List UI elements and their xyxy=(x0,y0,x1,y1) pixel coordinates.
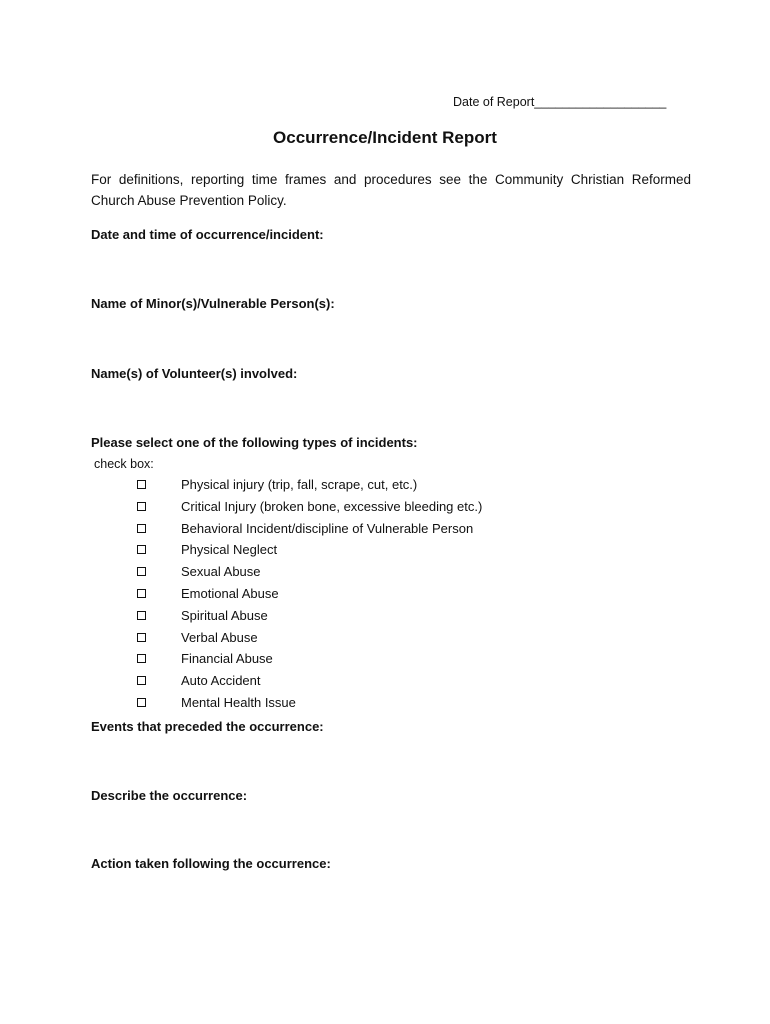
incident-option-critical-injury xyxy=(0,498,600,520)
incident-option-label: Emotional Abuse xyxy=(181,585,279,601)
incident-option-label: Verbal Abuse xyxy=(181,629,258,645)
checkbox[interactable] xyxy=(137,480,146,489)
incident-option-label: Sexual Abuse xyxy=(181,564,261,580)
minor-names-label: Name of Minor(s)/Vulnerable Person(s): xyxy=(91,296,335,311)
action-taken-label: Action taken following the occurrence: xyxy=(91,856,331,871)
date-time-label: Date and time of occurrence/incident: xyxy=(91,227,324,242)
incident-option-mental-health xyxy=(0,694,600,716)
incident-option-label: Critical Injury (broken bone, excessive bleeding etc.) xyxy=(181,498,483,514)
incident-option-emotional-abuse xyxy=(0,585,600,607)
checkbox[interactable] xyxy=(137,611,146,620)
incident-option-verbal-abuse xyxy=(0,629,600,651)
incident-option-behavioral xyxy=(0,520,600,542)
incident-type-list xyxy=(0,476,600,716)
incident-option-physical-injury xyxy=(0,476,600,498)
checkbox[interactable] xyxy=(137,567,146,576)
checkbox[interactable] xyxy=(137,654,146,663)
incident-option-label: Spiritual Abuse xyxy=(181,607,268,623)
incident-option-sexual-abuse xyxy=(0,563,600,585)
incident-option-label: Mental Health Issue xyxy=(181,694,296,710)
describe-occurrence-label: Describe the occurrence: xyxy=(91,788,248,803)
incident-option-financial-abuse xyxy=(0,650,600,672)
checkbox[interactable] xyxy=(137,589,146,598)
incident-option-physical-neglect xyxy=(0,541,600,563)
volunteer-names-label: Name(s) of Volunteer(s) involved: xyxy=(91,366,298,381)
incident-option-label: Behavioral Incident/discipline of Vulnerable Person xyxy=(181,520,474,536)
checkbox[interactable] xyxy=(137,502,146,511)
page-title: Occurrence/Incident Report xyxy=(273,128,497,147)
checkbox-hint: check box: xyxy=(94,457,154,471)
checkbox[interactable] xyxy=(137,545,146,554)
events-preceded-label: Events that preceded the occurrence: xyxy=(91,719,324,734)
date-of-report-field: Date of Report___________________ xyxy=(453,95,667,109)
incident-option-label: Financial Abuse xyxy=(181,651,273,667)
incident-type-prompt: Please select one of the following types of incidents: xyxy=(91,435,418,450)
checkbox[interactable] xyxy=(137,698,146,707)
incident-option-spiritual-abuse xyxy=(0,607,600,629)
checkbox[interactable] xyxy=(137,524,146,533)
checkbox[interactable] xyxy=(137,633,146,642)
incident-option-label: Auto Accident xyxy=(181,673,261,689)
incident-option-label: Physical Neglect xyxy=(181,542,278,558)
incident-option-label: Physical injury (trip, fall, scrape, cut, etc.) xyxy=(181,477,418,492)
checkbox[interactable] xyxy=(137,676,146,685)
intro-paragraph: For definitions, reporting time frames and procedures see the Community Christian Reformed Church Abuse Prevention Policy. xyxy=(91,172,691,208)
incident-option-auto-accident xyxy=(0,672,600,694)
